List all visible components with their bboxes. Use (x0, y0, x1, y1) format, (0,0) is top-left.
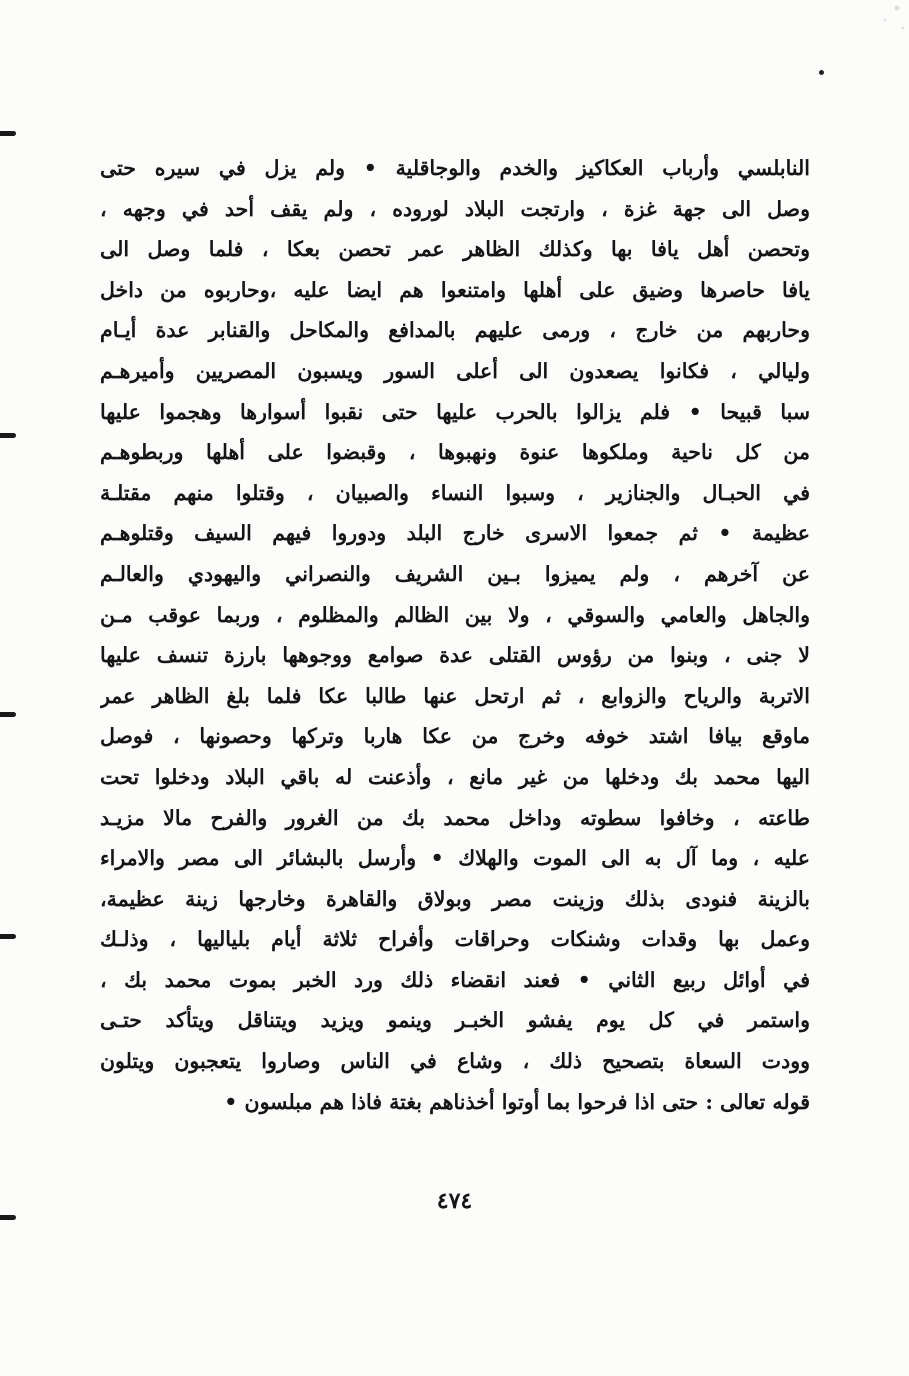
text-line: وودت السعاة بتصحيح ذلك ، وشاع في الناس وصاروا يتعجبون ويتلون (100, 1049, 810, 1074)
text-line: وتحصن أهل يافا بها وكذلك الظاهر عمر تحصن بعكا ، فلما وصل الى (100, 237, 810, 262)
text-line: طاعته ، وخافوا سطوته وداخل محمد بك من الغرور والفرح مالا مزيـد (100, 805, 810, 830)
text-line: عظيمة • ثم جمعوا الاسرى خارج البلد ودوروا فيهم السيف وقتلوهـم (100, 521, 810, 546)
text-line: في أوائل ربيع الثاني • فعند انقضاء ذلك ورد الخبر بموت محمد بك ، (100, 967, 810, 992)
binding-mark (0, 934, 16, 939)
text-line: اليها محمد بك ودخلها من غير مانع ، وأذعنت له باقي البلاد ودخلوا تحت (100, 764, 810, 789)
text-line: يافا حاصرها وضيق على أهلها وامتنعوا هم ايضا عليه ،وحاربوه من داخل (100, 277, 810, 302)
text-line: وصل الى جهة غزة ، وارتجت البلاد لوروده ، ولم يقف أحد في وجهه ، (100, 196, 810, 221)
body-text (100, 148, 810, 1122)
scan-noise (849, 0, 909, 40)
binding-mark (0, 131, 16, 136)
binding-mark (0, 712, 16, 717)
text-line: في الحبـال والجنازير ، وسبوا النساء والصبيان ، وقتلوا منهم مقتلـة (100, 480, 810, 505)
text-line: الاتربة والرياح والزوابع ، ثم ارتحل عنها طالبا عكا فلما بلغ الظاهر عمر (100, 683, 810, 708)
text-line: لا جنى ، وبنوا من رؤوس القتلى عدة صوامع ووجوهها بارزة تنسف عليها (100, 643, 810, 668)
binding-mark (0, 433, 16, 438)
text-line: عليه ، وما آل به الى الموت والهلاك • وأرسل بالبشائر الى مصر والامراء (100, 846, 810, 871)
text-line: والجاهل والعامي والسوقي ، ولا بين الظالم والمظلوم ، وربما عوقب مـن (100, 602, 810, 627)
text-line: وليالي ، فكانوا يصعدون الى أعلى السور ويسبون المصريين وأميرهـم (100, 358, 810, 383)
text-line: وعمل بها وقدات وشنكات وحراقات وأفراح ثلاثة أيام بلياليها ، وذلـك (100, 927, 810, 952)
text-line: من كل ناحية وملكوها عنوة ونهبوها ، وقبضوا على أهلها وربطوهـم (100, 440, 810, 465)
binding-mark (0, 1215, 16, 1220)
text-line: بالزينة فنودى بذلك وزينت مصر وبولاق والقاهرة وخارجها زينة عظيمة، (100, 886, 810, 911)
text-line: واستمر في كل يوم يفشو الخبـر وينمو ويزيد ويتناقل ويتأكد حتـى (100, 1008, 810, 1033)
text-line: سبا قبيحا • فلم يزالوا بالحرب عليها حتى نقبوا أسوارها وهجموا عليها (100, 399, 810, 424)
text-line: النابلسي وأرباب العكاكيز والخدم والوجاقلية • ولم يزل في سيره حتى (100, 156, 810, 180)
text-line: ماوقع بيافا اشتد خوفه وخرج من عكا هاربا وتركها وحصونها ، فوصل (100, 724, 810, 749)
page-number: ٤٧٤ (436, 1188, 473, 1214)
text-line: وحاربهم من خارج ، ورمى عليهم بالمدافع والمكاحل والقنابر عدة أيـام (100, 318, 810, 343)
text-line: قوله تعالى : حتى اذا فرحوا بما أوتوا أخذناهم بغتة فاذا هم مبلسون • (224, 1089, 810, 1114)
text-line: عن آخرهم ، ولم يميزوا بـين الشريف والنصراني واليهودي والعالـم (100, 561, 810, 586)
ink-speck (819, 70, 824, 75)
